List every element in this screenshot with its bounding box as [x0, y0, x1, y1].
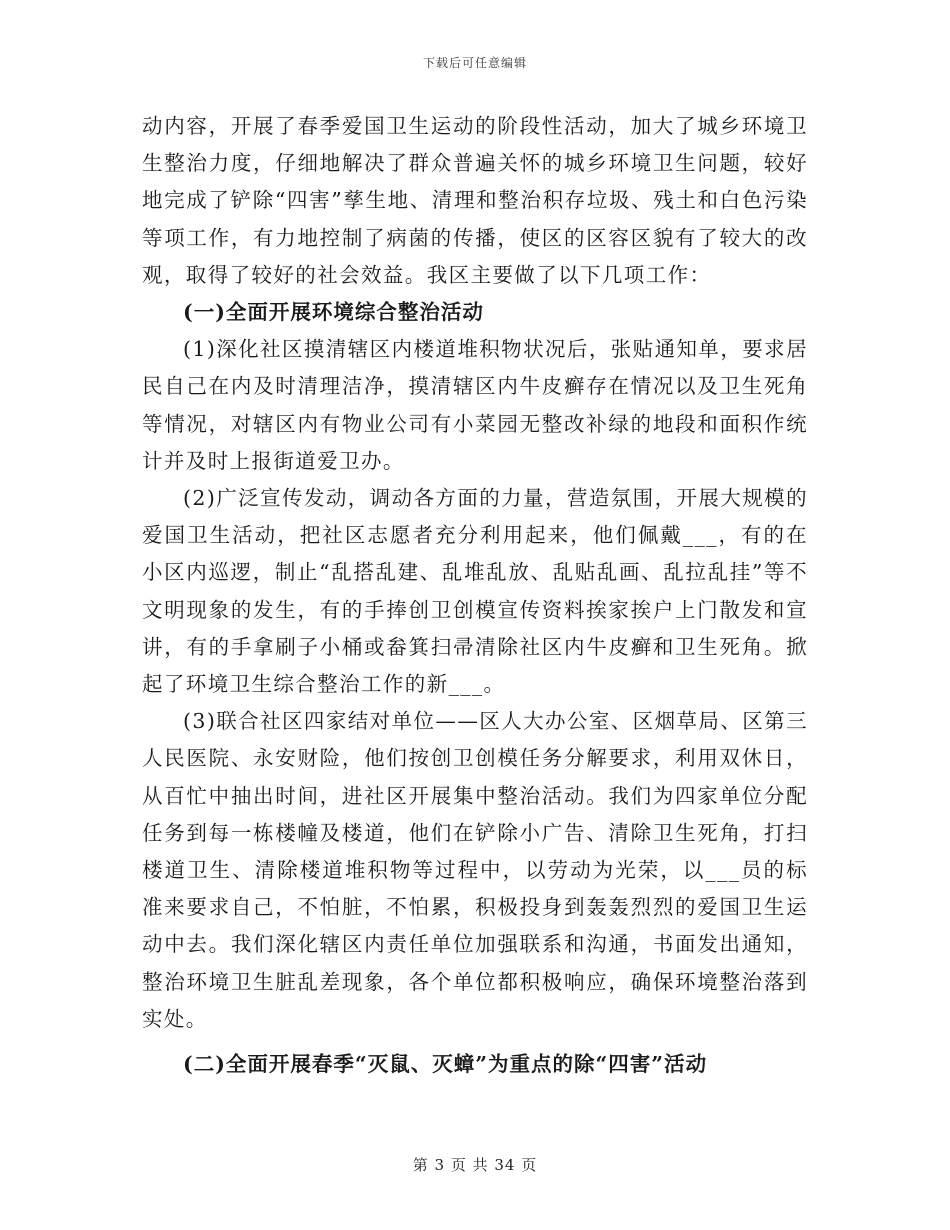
page-header: 下载后可任意编辑 [422, 56, 527, 70]
list-item-2: (2)广泛宣传发动，调动各方面的力量，营造氛围，开展大规模的爱国卫生活动，把社区志愿者充分利用起来，他们佩戴___，有的在小区内巡逻，制止“乱搭乱建、乱堆乱放、乱贴乱画、乱拉乱挂”等不文明现象的发生，有的手捧创卫创模宣传资料挨家挨户上门散发和宣讲，有的手拿刷子小桶或畚箕扫帚清除社区内牛皮癣和卫生死角。掀起了环境卫生综合整治工作的新___。 [142, 486, 808, 697]
list-item-3: (3)联合社区四家结对单位——区人大办公室、区烟草局、区第三人民医院、永安财险，他们按创卫创模任务分解要求，利用双休日，从百忙中抽出时间，进社区开展集中整治活动。我们为四家单位分配任务到每一栋楼幢及楼道，他们在铲除小广告、清除卫生死角，打扫楼道卫生、清除楼道堆积物等过程中，以劳动为光荣，以___员的标准来要求自己，不怕脏，不怕累，积极投身到轰轰烈烈的爱国卫生运动中去。我们深化辖区内责任单位加强联系和沟通，书面发出通知，整治环境卫生脏乱差现象，各个单位都积极响应，确保环境整治落到实处。 [142, 709, 808, 1031]
section-heading-1: (一)全面开展环境综合整治活动 [183, 300, 484, 325]
section-heading-2: (二)全面开展春季“灭鼠、灭蟑”为重点的除“四害”活动 [183, 1052, 708, 1077]
list-item-1: (1)深化社区摸清辖区内楼道堆积物状况后，张贴通知单，要求居民自己在内及时清理洁净，摸清辖区内牛皮癣存在情况以及卫生死角等情况，对辖区内有物业公司有小菜园无整改补绿的地段和面积作统计并及时上报街道爱卫办。 [142, 337, 808, 473]
intro-paragraph: 动内容，开展了春季爱国卫生运动的阶段性活动，加大了城乡环境卫生整治力度，仔细地解决了群众普遍关怀的城乡环境卫生问题，较好地完成了铲除“四害”孳生地、清理和整治积存垃圾、残土和白色污染等项工作，有力地控制了病菌的传播，使区的区容区貌有了较大的改观，取得了较好的社会效益。我区主要做了以下几项工作： [142, 114, 808, 287]
page-number: 第 3 页 共 34 页 [412, 1156, 538, 1174]
document-body [142, 108, 808, 1083]
